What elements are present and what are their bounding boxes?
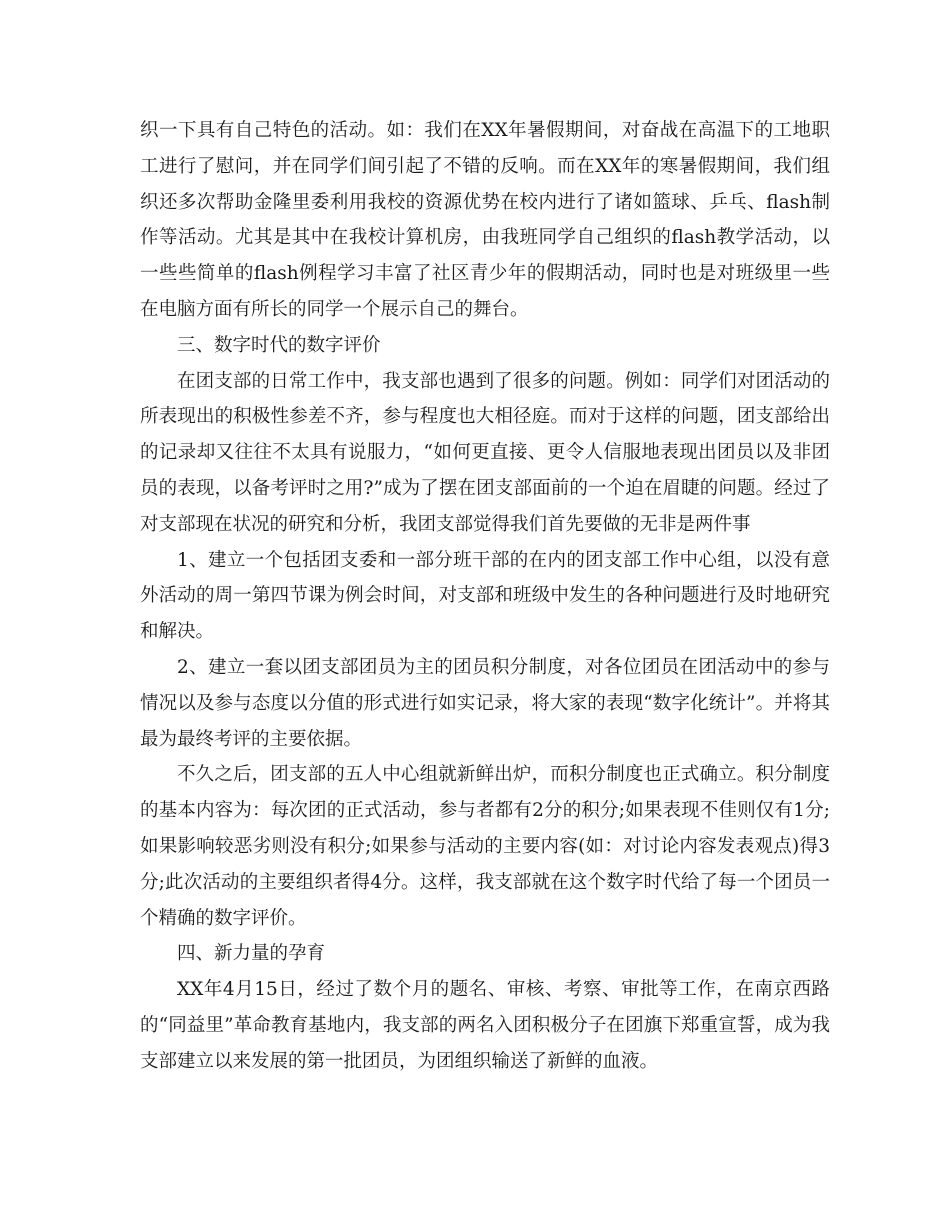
paragraph-new-members-oath: XX年4月15日，经过了数个月的题名、审核、考察、审批等工作，在南京西路的“同益里”革命教育基地内，我支部的两名入团积极分子在团旗下郑重宣誓，成为我支部建立以来发展的第一批团员，为团组织输送了新鲜的血液。 bbox=[140, 979, 830, 1072]
paragraph-daily-work-problems: 在团支部的日常工作中，我支部也遇到了很多的问题。例如：同学们对团活动的所表现出的积极性参差不齐，参与程度也大相径庭。而对于这样的问题，团支部给出的记录却又往往不太具有说服力，“如何更直接、更令人信服地表现出团员以及非团员的表现，以备考评时之用?”成为了摆在团支部面前的一个迫在眉睫的问题。经过了对支部现在状况的研究和分析，我团支部觉得我们首先要做的无非是两件事 bbox=[140, 370, 830, 535]
paragraph-activities-continued: 织一下具有自己特色的活动。如：我们在XX年暑假期间，对奋战在高温下的工地职工进行了慰问，并在同学们间引起了不错的反响。而在XX年的寒暑假期间，我们组织还多次帮助金隆里委利用我校的资源优势在校内进行了诸如篮球、乒乓、flash制作等活动。尤其是其中在我校计算机房，由我班同学自己组织的flash教学活动，以一些些简单的flash例程学习丰富了社区青少年的假期活动，同时也是对班级里一些在电脑方面有所长的同学一个展示自己的舞台。 bbox=[140, 120, 830, 320]
paragraph-item-2-points-system: 2、建立一套以团支部团员为主的团员积分制度，对各位团员在团活动中的参与情况以及参与态度以分值的形式进行如实记录，将大家的表现“数字化统计”。并将其最为最终考评的主要依据。 bbox=[140, 656, 830, 750]
section-heading-digital-evaluation: 三、数字时代的数字评价 bbox=[177, 334, 381, 356]
paragraph-item-1-work-group: 1、建立一个包括团支委和一部分班干部的在内的团支部工作中心组，以没有意外活动的周一第四节课为例会时间，对支部和班级中发生的各种问题进行及时地研究和解决。 bbox=[140, 549, 830, 643]
section-heading-new-force: 四、新力量的孕育 bbox=[177, 943, 326, 965]
document-body bbox=[140, 113, 830, 1080]
paragraph-points-rules: 不久之后，团支部的五人中心组就新鲜出炉，而积分制度也正式确立。积分制度的基本内容为：每次团的正式活动，参与者都有2分的积分;如果表现不佳则仅有1分;如果影响较恶劣则没有积分;如果参与活动的主要内容(如：对讨论内容发表观点)得3分;此次活动的主要组织者得4分。这样，我支部就在这个数字时代给了每一个团员一个精确的数字评价。 bbox=[140, 764, 830, 929]
